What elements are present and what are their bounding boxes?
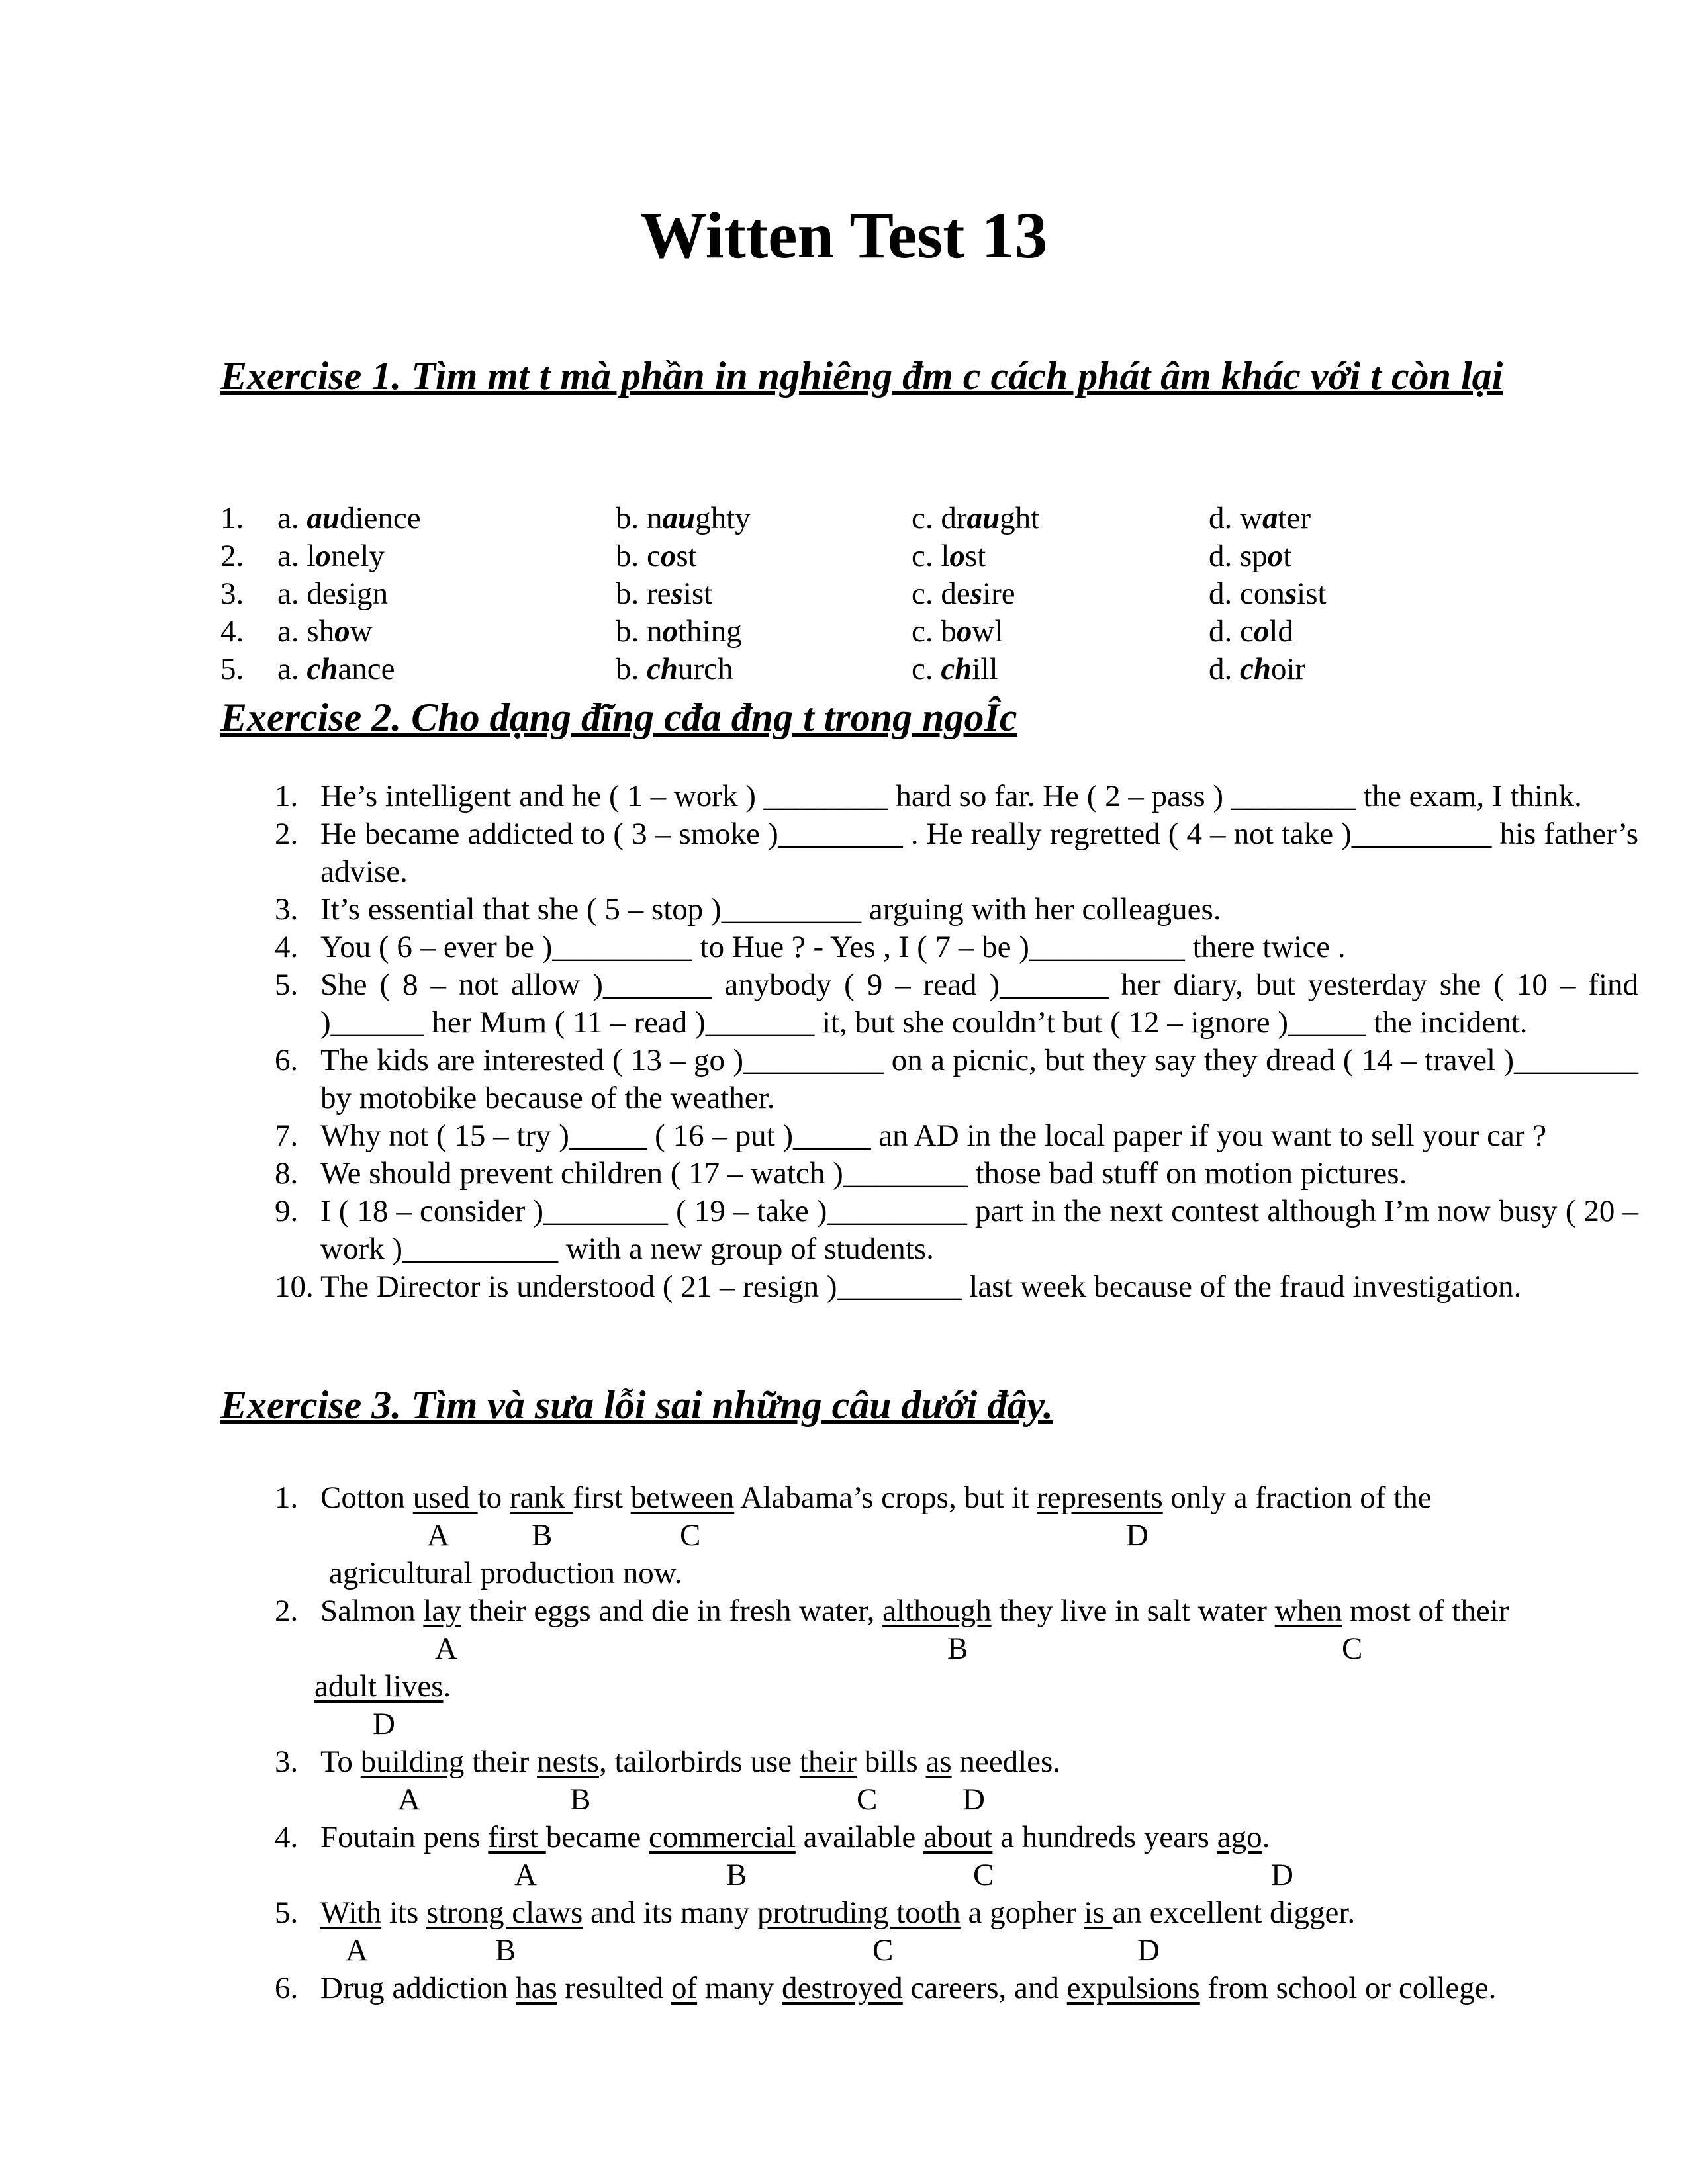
highlighted-letters: o [1253, 614, 1270, 649]
error-question: 1. Cotton used to rank first between Alabama’s crops, but it represents only a fraction of the A B C D agricultural production now. [275, 1479, 1665, 1592]
verb-form-item [275, 1155, 1638, 1193]
letter-b: B [495, 1933, 516, 1968]
exercise-1-heading: Exercise 1. Tìm mt t mà phần in nghiêng đm c cách phát âm khác với t còn lại [220, 354, 1503, 398]
underlined-option-a: first [488, 1820, 546, 1854]
item-text: He’s intelligent and he ( 1 – work ) ________ hard so far. He ( 2 – pass ) ________ the exam, I think. [320, 779, 1582, 813]
verb-form-item [275, 1268, 1638, 1306]
item-number: 7. [275, 1118, 299, 1153]
row-number: 1. [220, 501, 244, 535]
vowel-row [220, 651, 1407, 688]
letter-a: A [514, 1858, 537, 1892]
error-question: 2. Salmon lay their eggs and die in fresh water, although they live in salt water when most of their A B C adult lives. D [275, 1592, 1665, 1743]
item-number: 2. [275, 817, 299, 851]
underlined-option-c: between [630, 1480, 735, 1515]
option-d: d. choir [1209, 652, 1306, 686]
underlined-option-d: is [1084, 1895, 1113, 1930]
highlighted-letters: au [306, 501, 340, 535]
highlighted-letters: s [336, 576, 349, 611]
question-continuation: adult lives. [314, 1669, 451, 1704]
question-number: 4. [275, 1820, 299, 1854]
option-d: d. consist [1209, 576, 1327, 611]
option-c: c. lost [912, 539, 986, 573]
option-c: c. desire [912, 576, 1015, 611]
letter-c: C [973, 1858, 994, 1892]
item-number: 10. [275, 1269, 314, 1304]
letter-c: C [872, 1933, 894, 1968]
option-a: a. chance [277, 652, 395, 686]
item-text: I ( 18 – consider )________ ( 19 – take )_________ part in the next contest although I’m now busy ( 20 – work )__________ with a new group of students. [320, 1194, 1638, 1266]
item-number: 4. [275, 930, 299, 964]
underlined-option-d: adult lives [314, 1669, 444, 1704]
underlined-option-b: although [882, 1594, 992, 1628]
letter-d: D [373, 1707, 395, 1741]
option-d: d. cold [1209, 614, 1293, 649]
option-a: a. design [277, 576, 389, 611]
underlined-option-a: With [320, 1895, 382, 1930]
question-number: 1. [275, 1480, 299, 1515]
question-number: 3. [275, 1745, 299, 1779]
letter-b: B [947, 1631, 968, 1666]
underlined-option-c: destroyed [782, 1971, 903, 2005]
letter-c: C [1342, 1631, 1363, 1666]
underlined-option-b: nests [537, 1745, 600, 1779]
option-letters [275, 1781, 1665, 1819]
underlined-option-c: their [799, 1745, 857, 1779]
underlined-option-a: has [516, 1971, 557, 2005]
item-number: 1. [275, 779, 299, 813]
letter-b: B [726, 1858, 747, 1892]
option-b: b. church [616, 652, 733, 686]
underlined-option-d: as [925, 1745, 952, 1779]
verb-form-item [275, 891, 1638, 929]
exercise-3-list [275, 1479, 1665, 2007]
item-number: 5. [275, 968, 299, 1002]
item-text: The kids are interested ( 13 – go )_________ on a picnic, but they say they dread ( 14 – travel )________ by motobike because of the weather. [320, 1043, 1638, 1115]
option-c: c. bowl [912, 614, 1004, 649]
exercise-2-list [275, 778, 1638, 1306]
highlighted-letters: ch [647, 652, 678, 686]
letter-a: A [435, 1631, 457, 1666]
row-number: 2. [220, 539, 244, 573]
exercise-2-heading: Exercise 2. Cho dạng đĩng cđa đng t trong ngoÎc [220, 696, 1017, 739]
verb-form-item [275, 1042, 1638, 1117]
option-d: d. water [1209, 501, 1311, 535]
letter-a: A [398, 1782, 420, 1817]
letter-a: A [427, 1518, 449, 1553]
option-letters [275, 1630, 1665, 1668]
option-letters [275, 1856, 1665, 1894]
letter-d: D [1126, 1518, 1149, 1553]
letter-d: D [962, 1782, 985, 1817]
underlined-option-a: used [412, 1480, 478, 1515]
highlighted-letters: o [956, 614, 972, 649]
option-c: c. draught [912, 501, 1040, 535]
item-number: 9. [275, 1194, 299, 1228]
verb-form-item [275, 929, 1638, 966]
exercise-3-heading: Exercise 3. Tìm và sưa lỗi sai những câu dưới đây. [220, 1383, 1053, 1427]
letter-b: B [532, 1518, 553, 1553]
option-a: a. lonely [277, 539, 385, 573]
highlighted-letters: ch [306, 652, 338, 686]
highlighted-letters: o [662, 614, 678, 649]
option-b: b. nothing [616, 614, 742, 649]
item-number: 8. [275, 1156, 299, 1191]
verb-form-item [275, 778, 1638, 815]
highlighted-letters: s [1284, 576, 1297, 611]
item-text: It’s essential that she ( 5 – stop )_________ arguing with her colleagues. [320, 892, 1221, 927]
option-letters [275, 1706, 1665, 1743]
highlighted-letters: ch [941, 652, 972, 686]
highlighted-letters: a [1262, 501, 1278, 535]
item-text: You ( 6 – ever be )_________ to Hue ? - Yes , I ( 7 – be )__________ there twice . [320, 930, 1346, 964]
underlined-option-d: represents [1037, 1480, 1163, 1515]
page-title: Witten Test 13 [640, 199, 1048, 272]
option-a: a. audience [277, 501, 421, 535]
letter-c: C [680, 1518, 701, 1553]
option-letters [275, 1932, 1665, 1970]
letter-d: D [1137, 1933, 1160, 1968]
underlined-option-d: ago [1217, 1820, 1262, 1854]
highlighted-letters: au [662, 501, 696, 535]
question-number: 5. [275, 1895, 299, 1930]
highlighted-letters: s [970, 576, 983, 611]
underlined-option-c: when [1274, 1594, 1342, 1628]
item-text: She ( 8 – not allow )_______ anybody ( 9 – read )_______ her diary, but yesterday she ( 10 – find )______ her Mum ( 11 – read )_______ it, but she couldn’t but ( 12 – ignore )_____ the incident. [320, 968, 1638, 1040]
verb-form-item [275, 1193, 1638, 1268]
highlighted-letters: s [671, 576, 683, 611]
underlined-option-b: rank [509, 1480, 573, 1515]
highlighted-letters: au [966, 501, 1000, 535]
row-number: 5. [220, 652, 244, 686]
highlighted-letters: o [660, 539, 677, 573]
underlined-option-c: about [923, 1820, 993, 1854]
option-letters [275, 1517, 1665, 1555]
highlighted-letters: o [315, 539, 331, 573]
error-question: 6. Drug addiction has resulted of many destroyed careers, and expulsions from school or college. [275, 1970, 1665, 2007]
vowel-row [220, 500, 1407, 537]
highlighted-letters: o [334, 614, 350, 649]
highlighted-letters: o [1267, 539, 1284, 573]
item-text: We should prevent children ( 17 – watch )________ those bad stuff on motion pictures. [320, 1156, 1407, 1191]
verb-form-item [275, 815, 1638, 891]
underlined-option-c: protruding tooth [757, 1895, 961, 1930]
underlined-option-b: commercial [649, 1820, 796, 1854]
underlined-option-b: of [671, 1971, 698, 2005]
option-d: d. spot [1209, 539, 1292, 573]
letter-d: D [1271, 1858, 1293, 1892]
vowel-row [220, 613, 1407, 651]
underlined-option-b: strong claws [426, 1895, 583, 1930]
option-b: b. naughty [616, 501, 751, 535]
error-question: 4. Foutain pens first became commercial available about a hundreds years ago. A B C D [275, 1819, 1665, 1894]
vowel-row [220, 537, 1407, 575]
letter-b: B [570, 1782, 591, 1817]
item-text: Why not ( 15 – try )_____ ( 16 – put )_____ an AD in the local paper if you want to sell your car ? [320, 1118, 1547, 1153]
option-a: a. show [277, 614, 373, 649]
error-question: 3. To building their nests, tailorbirds use their bills as needles. A B C D [275, 1743, 1665, 1819]
highlighted-letters: ch [1240, 652, 1271, 686]
verb-form-item [275, 1117, 1638, 1155]
underlined-option-a: lay [423, 1594, 461, 1628]
highlighted-letters: o [949, 539, 965, 573]
underlined-option-d: expulsions [1066, 1971, 1200, 2005]
option-b: b. resist [616, 576, 713, 611]
item-text: He became addicted to ( 3 – smoke )________ . He really regretted ( 4 – not take )_________ his father’s advise. [320, 817, 1638, 889]
verb-form-item [275, 966, 1638, 1042]
letter-a: A [346, 1933, 368, 1968]
error-question: 5. With its strong claws and its many protruding tooth a gopher is an excellent digger. A B C D [275, 1894, 1665, 1970]
row-number: 3. [220, 576, 244, 611]
row-number: 4. [220, 614, 244, 649]
exercise-1-table [220, 500, 1407, 688]
underlined-option-a: building [360, 1745, 465, 1779]
option-b: b. cost [616, 539, 697, 573]
question-continuation: agricultural production now. [329, 1556, 682, 1590]
question-number: 2. [275, 1594, 299, 1628]
item-number: 6. [275, 1043, 299, 1077]
letter-c: C [857, 1782, 878, 1817]
question-number: 6. [275, 1971, 299, 2005]
option-c: c. chill [912, 652, 998, 686]
item-number: 3. [275, 892, 299, 927]
vowel-row [220, 575, 1407, 613]
item-text: The Director is understood ( 21 – resign )________ last week because of the fraud investigation. [320, 1269, 1522, 1304]
